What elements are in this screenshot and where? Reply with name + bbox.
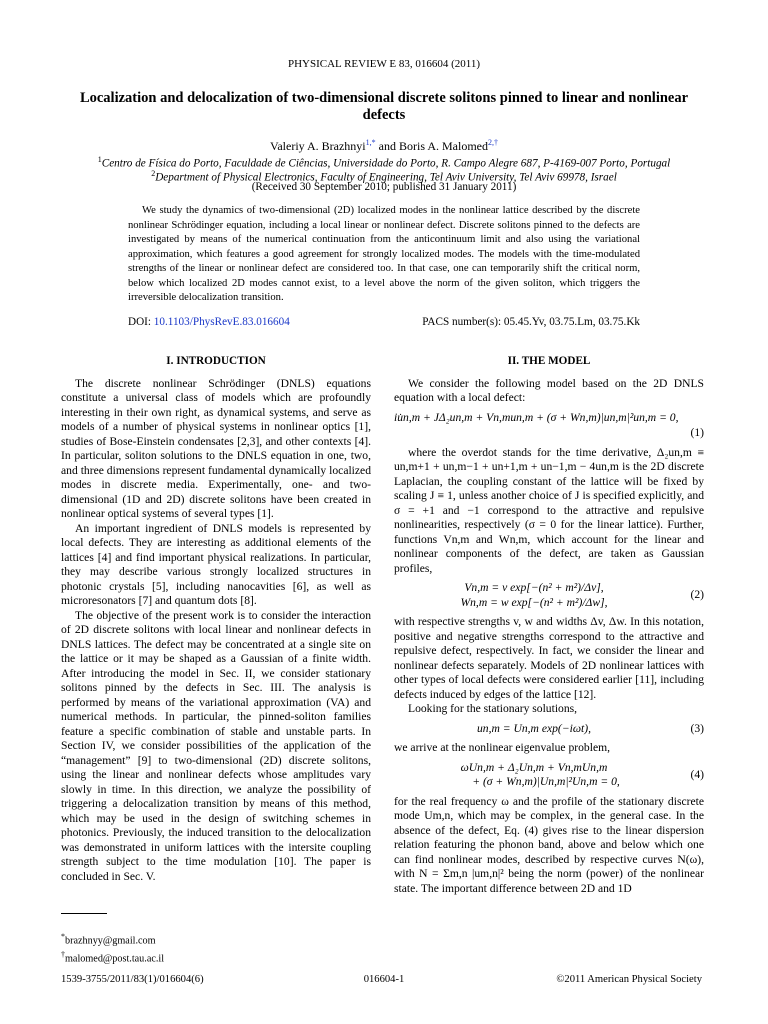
footnote-2-mark: † <box>61 949 65 959</box>
model-paragraph-1: We consider the following model based on the 2D DNLS equation with a local defect: <box>394 376 704 404</box>
footer-copyright: ©2011 American Physical Society <box>556 974 702 985</box>
equation-1-body: iu̇n,m + JΔ₂un,m + Vn,mun,m + (σ + Wn,m)|un,m|²un,m = 0, <box>394 410 679 424</box>
received-dates: (Received 30 September 2010; published 31 January 2011) <box>251 181 517 193</box>
section-heading-introduction: I. INTRODUCTION <box>166 355 266 367</box>
intro-paragraph-1: The discrete nonlinear Schrödinger (DNLS) equations constitute a universal class of models which are profoundly interesting in their own right, as dynamical systems, and serve as models of a number of physical systems in nonlinear optics [1], studies of Bose-Einstein condensates [2,3], and other contexts [4]. In particular, soliton solutions to the DNLS equation in one, two, and three dimensions represent fundamental dynamically localized modes in discrete media. Experimentally, one- and two-dimensional (1D and 2D) discrete solitons have been created in nonlinear optical systems of several types [1]. <box>61 376 371 520</box>
equation-2-body <box>394 581 674 610</box>
equation-4a: ωUn,m + Δ₂Un,m + Vn,mUn,m <box>460 760 608 774</box>
abstract <box>128 204 640 306</box>
intro-paragraph-3: The objective of the present work is to consider the interaction of 2D discrete solitons with local linear and nonlinear defects in DNLS lattices. The defect may be concentrated at a single site on the lattice or it may be shaped as a Gaussian of a finite width. After introducing the model in Sec. II, we consider stationary solitons pinned by the defects in Sec. III. The analysis is performed by means of the variational approximation (VA) and numerical methods. In particular, the pinned-soliton families feature a specific combination of stable and unstable parts. In Section IV, we consider possibilities of the application of the “management” [9] to two-dimensional (2D) discrete solitons, using the linear and nonlinear defects whose amplitudes vary slowly in time. In this direction, we analyze the possibility of triggering a delocalization transition by means of this method, which may be used in the design of switching schemes in photonics. Previously, the induced transition to the delocalization was demonstrated in uniform lattices with the intersite coupling strength subject to the time modulation [10]. The paper is concluded in Sec. V. <box>61 608 371 883</box>
footer-page-number: 016604-1 <box>363 974 405 985</box>
model-paragraph-2: where the overdot stands for the time derivative, Δ₂un,m ≡ un,m+1 + un,m−1 + un+1,m + un−1,m − 4un,m is the 2D discrete Laplacian, the coupling constant of the lattice will be fixed by scaling J ≡ 1, unless another choice of J is specified explicitly, and σ = +1 and −1 correspond to the attractive and repulsive nonlinearities, respectively (σ = 0 for the linear lattice). Further, functions Vn,m and Wn,m, which account for the linear and nonlinear components of the defect, are taken as Gaussian profiles, <box>394 445 704 575</box>
footnotes <box>61 930 164 966</box>
doi-link[interactable]: 10.1103/PhysRevE.83.016604 <box>153 316 290 328</box>
right-column <box>394 354 704 896</box>
model-paragraph-3: with respective strengths v, w and widths Δv, Δw. In this notation, positive and negative strengths correspond to the attractive and repulsive defect, respectively. In fact, we consider the linear and nonlinear defects separately. Models of 2D nonlinear lattices with other types of local defects were considered earlier [11], including defects induced by edges of the lattice [12]. <box>394 615 704 701</box>
footnote-divider <box>61 913 107 914</box>
equation-3-body: un,m = Un,m exp(−iωt), <box>477 721 591 735</box>
footnote-2 <box>61 948 164 966</box>
intro-paragraph-2: An important ingredient of DNLS models is represented by local defects. They are interesting as additional elements of the lattices [4] and find important physical realizations. In particular, they may describe various strongly localized structures in photonic crystals [5], including nanocavities [6], as well as microresonators [7] and quantum dots [8]. <box>61 521 371 607</box>
equation-2 <box>394 581 704 610</box>
affiliation-2-marker: 2 <box>151 169 156 178</box>
section-heading-model: II. THE MODEL <box>507 355 591 367</box>
equation-1-number: (1) <box>690 426 704 439</box>
footnote-2-text: malomed@post.tau.ac.il <box>65 953 165 965</box>
author-line <box>0 138 768 154</box>
affiliation-1-marker: 1 <box>97 155 102 164</box>
equation-1-number-row <box>394 426 704 441</box>
footer-issn: 1539-3755/2011/83(1)/016604(6) <box>61 974 204 985</box>
paper-title: Localization and delocalization of two-dimensional discrete solitons pinned to linear and nonlinear defects <box>79 90 689 123</box>
model-paragraph-5: we arrive at the nonlinear eigenvalue problem, <box>394 741 611 754</box>
equation-4-number: (4) <box>690 767 704 781</box>
author-1-marker: 1,* <box>365 138 376 147</box>
equation-2-number: (2) <box>690 588 704 602</box>
abstract-text: We study the dynamics of two-dimensional (2D) localized modes in the nonlinear lattice described by the discrete nonlinear Schrödinger equation, including a local linear or nonlinear defect. Discrete solitons pinned to the defects are investigated by means of the numerical continuation from the anticontinuum limit and also using the variational approximation, which features a good agreement for strongly localized modes. The models with the time-modulated strengths of the linear or nonlinear defect are considered too. In that case, one can temporarily shift the critical norm, below which localized 2D modes cannot exist, to a level above the norm of the given soliton, which triggers the irreversible delocalization transition. <box>128 205 640 303</box>
model-paragraph-4: Looking for the stationary solutions, <box>408 702 578 715</box>
affiliation-2-text: Department of Physical Electronics, Faculty of Engineering, Tel Aviv University, Tel Aviv 69978, Israel <box>155 171 617 184</box>
equation-4b: + (σ + Wn,m)|Un,m|²Un,m = 0, <box>472 775 620 788</box>
left-column <box>61 354 371 884</box>
doi-pacs-row <box>128 316 640 328</box>
footnote-1-text: brazhnyy@gmail.com <box>65 935 156 947</box>
equation-1 <box>394 411 704 426</box>
affiliation-1-text: Centro de Física do Porto, Faculdade de Ciências, Universidade do Porto, R. Campo Alegre 687, P-4169-007 Porto, Portugal <box>101 157 671 170</box>
equation-2b: Wn,m = w exp[−(n² + m²)/Δw], <box>460 595 608 609</box>
author-conjunction: and <box>375 139 399 153</box>
equation-2a: Vn,m = v exp[−(n² + m²)/Δv], <box>464 581 604 594</box>
author-1: Valeriy A. Brazhnyi <box>270 139 366 153</box>
footnote-1 <box>61 930 164 948</box>
equation-4 <box>394 761 704 790</box>
pacs-numbers: PACS number(s): 05.45.Yv, 03.75.Lm, 03.75.Kk <box>422 316 640 328</box>
author-2-marker: 2,† <box>487 138 498 147</box>
footnote-1-mark: * <box>61 932 65 941</box>
journal-header: PHYSICAL REVIEW E 83, 016604 (2011) <box>287 58 481 70</box>
author-2: Boris A. Malomed <box>398 139 488 153</box>
model-paragraph-6: for the real frequency ω and the profile of the stationary discrete mode Um,n, which may be complex, in the general case. In the absence of the defect, Eq. (4) gives rise to the linear dispersion relation featuring the phonon band, above and below which one can find nonlinear modes, described by respective curves N(ω), with N = Σm,n |um,n|² being the norm (power) of the nonlinear state. The important difference between 2D and 1D <box>394 794 704 895</box>
equation-4-body <box>394 761 674 790</box>
equation-3-number: (3) <box>690 721 704 735</box>
equation-3 <box>394 722 704 737</box>
doi-label: DOI: <box>128 316 154 328</box>
